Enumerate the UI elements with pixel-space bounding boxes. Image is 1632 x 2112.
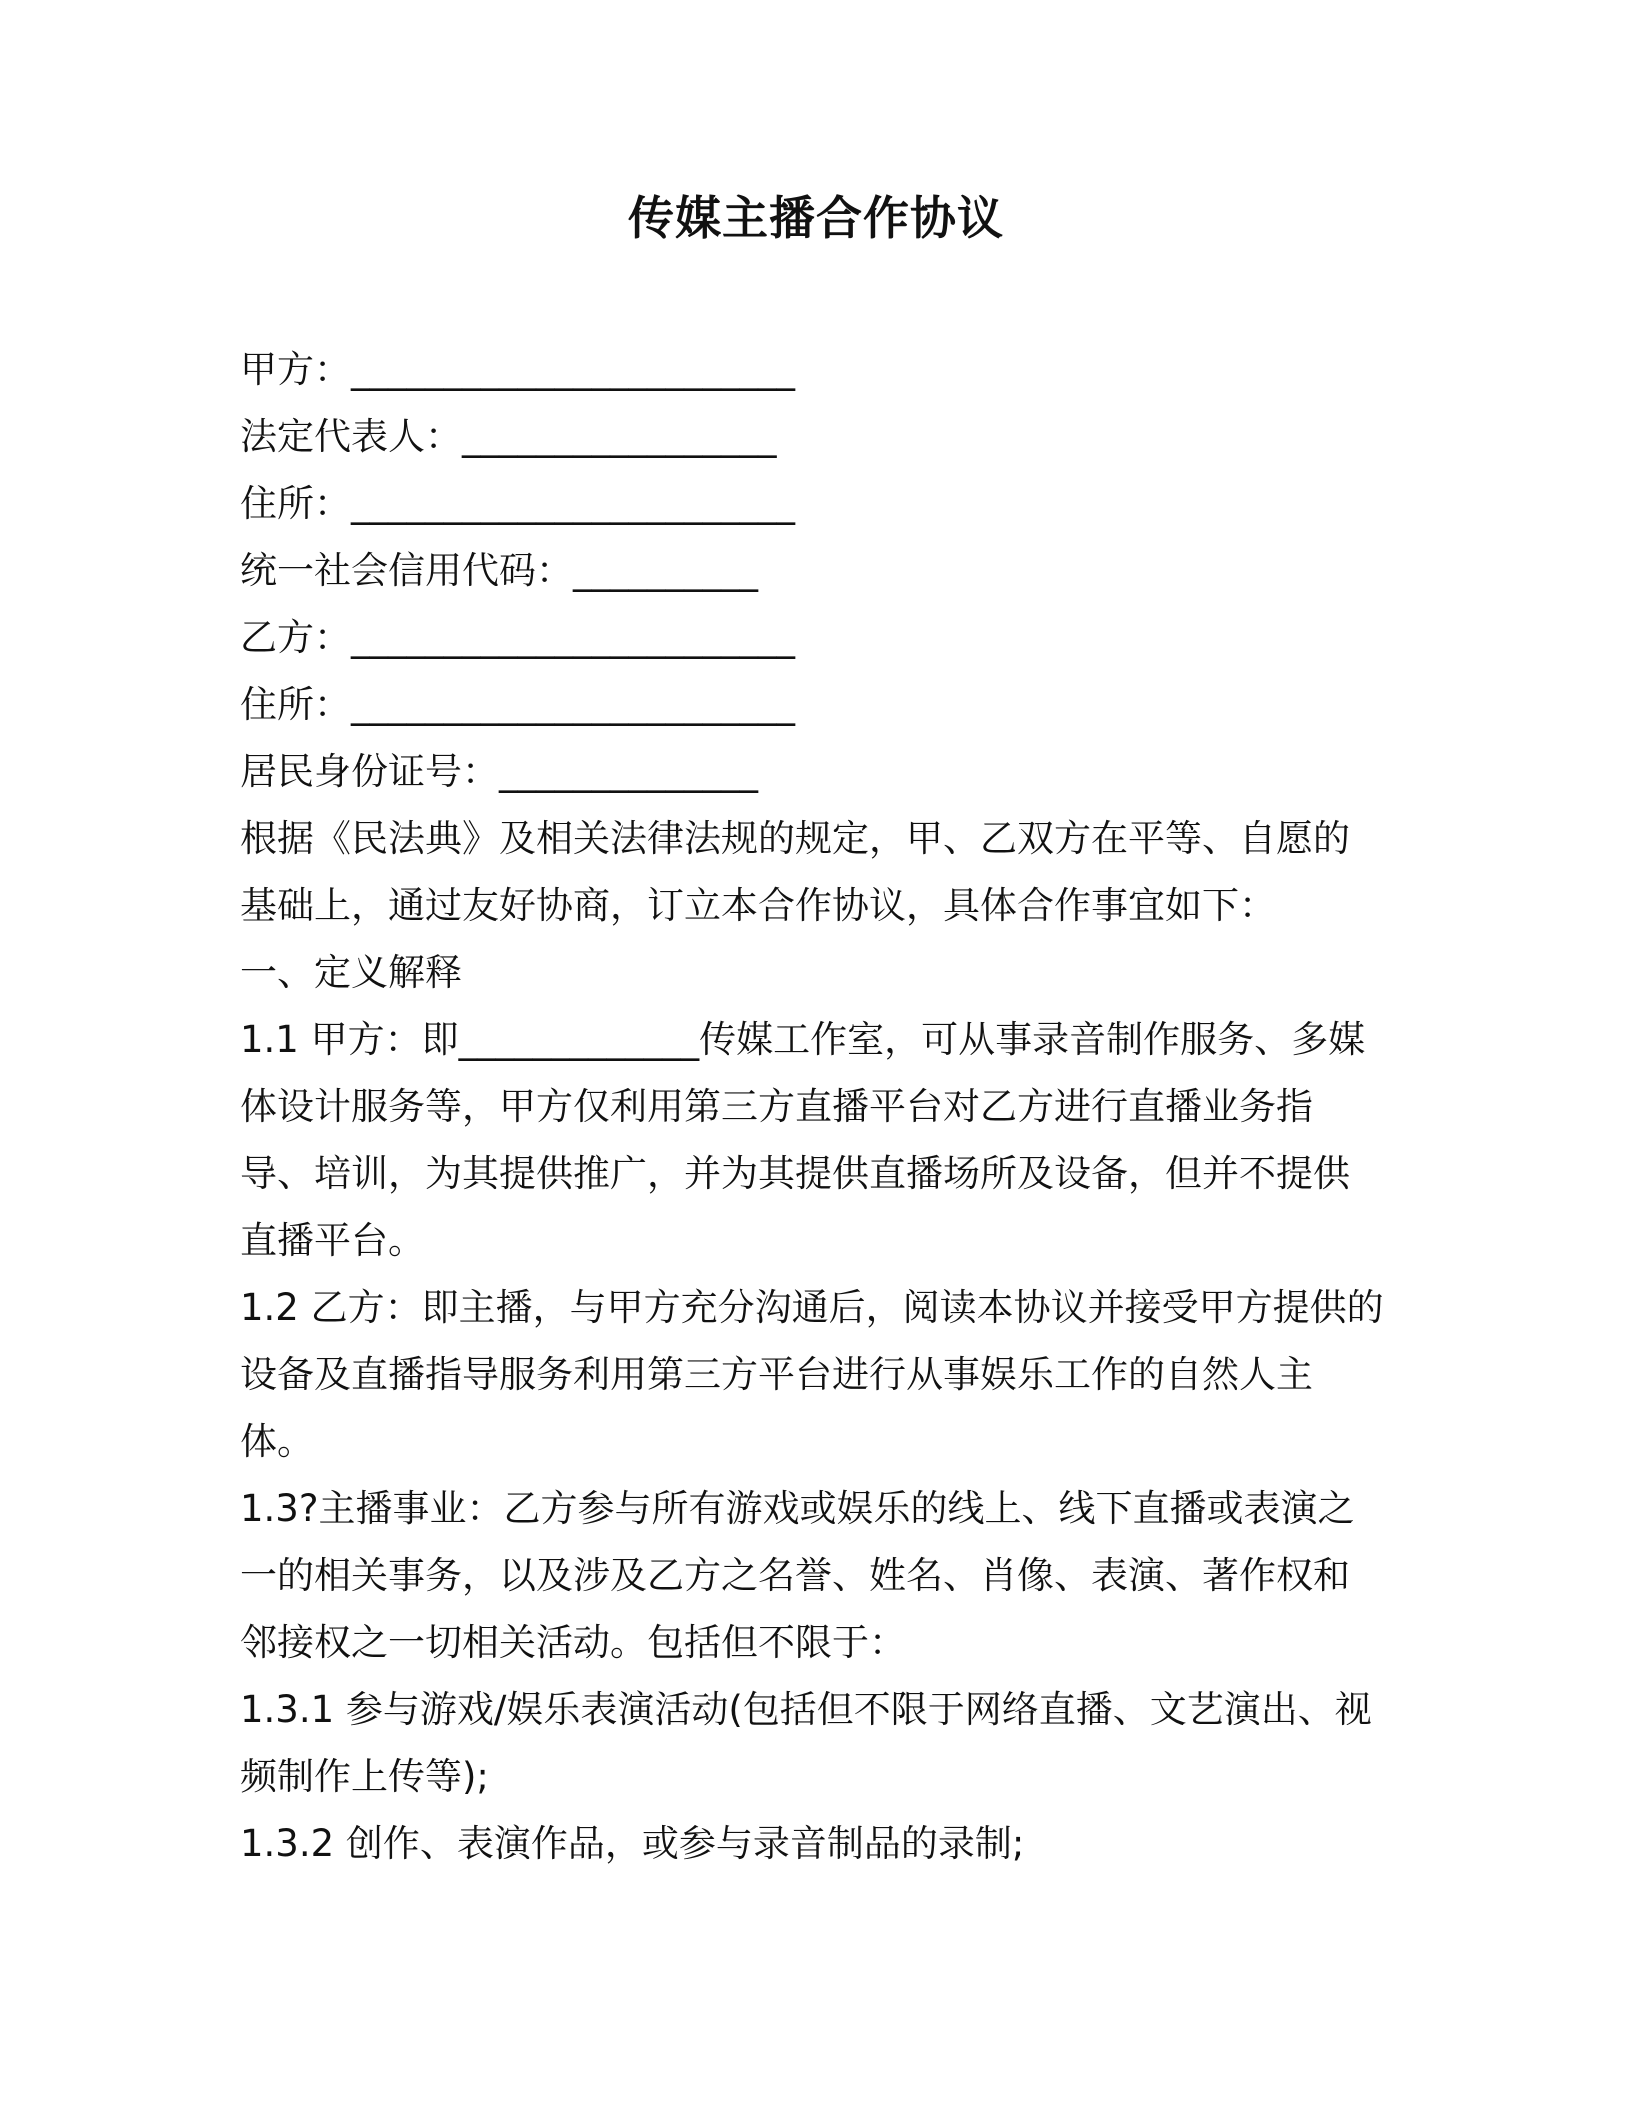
paragraph-line: 邻接权之一切相关活动。包括但不限于： <box>240 1621 906 1664</box>
party-field-id-number <box>240 738 1400 805</box>
fill-in-blank: ______________ <box>499 750 758 793</box>
paragraph-line: 频制作上传等); <box>240 1755 489 1798</box>
paragraph-line: 导、培训，为其提供推广，并为其提供直播场所及设备，但并不提供 <box>240 1152 1350 1195</box>
paragraph-line: 一的相关事务，以及涉及乙方之名誉、姓名、肖像、表演、著作权和 <box>240 1554 1350 1597</box>
party-field-address-a <box>240 470 1400 537</box>
paragraph-line: 体。 <box>240 1420 314 1463</box>
paragraph-line: 1.3.1 参与游戏/娱乐表演活动(包括但不限于网络直播、文艺演出、视 <box>240 1688 1372 1731</box>
fill-in-blank: ________________________ <box>351 683 795 726</box>
field-label: 统一社会信用代码： <box>240 549 573 592</box>
section-heading: 一、定义解释 <box>240 951 462 994</box>
paragraph-line: 直播平台。 <box>240 1219 425 1262</box>
field-label: 住所： <box>240 683 351 726</box>
paragraph-line: 根据《民法典》及相关法律法规的规定，甲、乙双方在平等、自愿的 <box>240 817 1350 860</box>
paragraph-line: 1.3.2 创作、表演作品，或参与录音制品的录制; <box>240 1822 1025 1865</box>
party-field-credit-code <box>240 537 1400 604</box>
fill-in-blank: ________________________ <box>351 348 795 391</box>
field-label: 乙方： <box>240 616 351 659</box>
fill-in-blank: __________ <box>573 549 758 592</box>
party-field-legal-representative <box>240 403 1400 470</box>
party-field-party-b <box>240 604 1400 671</box>
paragraph-line: 1.3?主播事业：乙方参与所有游戏或娱乐的线上、线下直播或表演之 <box>240 1487 1355 1530</box>
paragraph-line: 1.1 甲方：即_____________传媒工作室，可从事录音制作服务、多媒 <box>240 1018 1366 1061</box>
party-field-address-b <box>240 671 1400 738</box>
party-field-party-a <box>240 336 1400 403</box>
document-title: 传媒主播合作协议 <box>628 191 1004 245</box>
fill-in-blank: ________________________ <box>351 616 795 659</box>
fill-in-blank: ________________________ <box>351 482 795 525</box>
paragraph-line: 1.2 乙方：即主播，与甲方充分沟通后，阅读本协议并接受甲方提供的 <box>240 1286 1384 1329</box>
field-label: 居民身份证号： <box>240 750 499 793</box>
paragraph-line: 体设计服务等，甲方仅利用第三方直播平台对乙方进行直播业务指 <box>240 1085 1313 1128</box>
fill-in-blank: _________________ <box>462 415 777 458</box>
field-label: 甲方： <box>240 348 351 391</box>
paragraph-line: 基础上，通过友好协商，订立本合作协议，具体合作事宜如下： <box>240 884 1276 927</box>
field-label: 住所： <box>240 482 351 525</box>
paragraph-line: 设备及直播指导服务利用第三方平台进行从事娱乐工作的自然人主 <box>240 1353 1313 1396</box>
field-label: 法定代表人： <box>240 415 462 458</box>
document-body <box>240 336 1400 1877</box>
